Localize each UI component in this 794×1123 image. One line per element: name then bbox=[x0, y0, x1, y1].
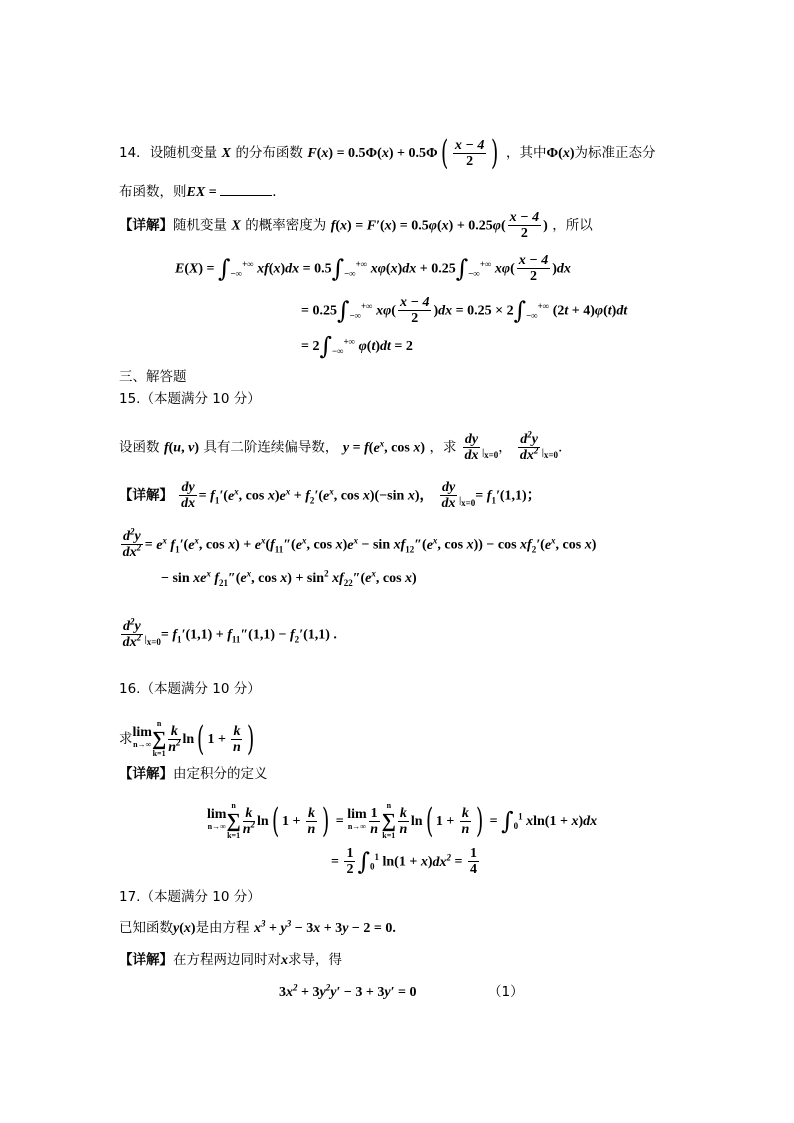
var-x: X bbox=[221, 146, 231, 161]
section-title bbox=[119, 367, 187, 387]
q15-number: 15. bbox=[119, 391, 141, 407]
q17-sol-line-1: 【详解】在方程两边同时对x求导，得 bbox=[119, 952, 342, 968]
q14-number: 14． bbox=[119, 145, 150, 161]
q17-line-1: 已知函数y(x)是由方程 $x^3 + y^3 - 3x + 3y - 2 = 0$. bbox=[119, 918, 396, 936]
q15-sol-line-2: $\frac{d^2y}{dx^2}$ = $e^x$ $f_1'(e^x$, $\cos x) + e^x(f_{11}''(e^x$, $\cos x)e^x - \sin xf_{12}''(e^x$, $\cos x)) - \cos xf_2'(e^x$, cos x) bbox=[122, 526, 597, 560]
q16-sol-text-a: 由定积分的定义 bbox=[173, 766, 268, 782]
q15-text-d: ， bbox=[498, 439, 512, 456]
solution-tag: 【详解】 bbox=[119, 217, 173, 234]
solution-tag: 【详解】 bbox=[119, 766, 173, 782]
q14-line-2: 布函数，则EX = . bbox=[119, 181, 277, 203]
q16-score: （本题满分 10 分） bbox=[140, 681, 261, 697]
q16-sol-eq-2: = $\frac{1}{2}$ $\int_0^1$ $\ln(1 + x)dx^2$ = $\frac{1}{4}$ bbox=[331, 846, 477, 877]
cdf-formula: F bbox=[307, 146, 317, 161]
q16-line-1: 求lim n→∞ n ∑ k=1 $\frac{k}{n^2}$ ln( 1 + $\frac{k}{n}$ ) bbox=[119, 719, 255, 759]
q14-sol-line-1: 【详解】随机变量 X 的概率密度为 f(x) = F′(x) = 0.5φ(x) + 0.25φ( $\frac{x - 4}{2}$ ) ，所以 bbox=[119, 210, 593, 241]
q15-text-e: . bbox=[558, 439, 563, 456]
q14-text-c: ，其中 bbox=[506, 145, 547, 161]
q14-sol-text-a: 随机变量 bbox=[173, 217, 227, 234]
q14-sol-eq-1: $E(X) = \int_{-\infty}^{+\infty}$ $xf(x)dx = 0.5\int_{-\infty}^{+\infty}$ $x\varphi(x)dx + 0.25\int_{-\infty}^{+\infty}$ xφ( $\frac{x - 4}{2}$ )dx bbox=[175, 253, 571, 284]
q17-sol-text-a: 在方程两边同时对 bbox=[173, 952, 281, 968]
q15-text-c: ，求 bbox=[429, 439, 457, 456]
q16-header bbox=[119, 679, 261, 699]
q16-sol-eq-1: lim n→∞ n ∑ k=1 $\frac{k}{n^2}$ ln( 1 + $\frac{k}{n}$ ) = lim n→∞ $\frac{1}{n}$ n ∑ k=1 $\frac{k}{n}$ ln( 1 + $\frac{k}{n}$ ) = $\int_0^1$ xln(1 + x)dx bbox=[207, 801, 598, 841]
q14-sol-text-b: 的概率密度为 bbox=[245, 217, 327, 234]
expectation: EX bbox=[186, 185, 206, 200]
q16-number: 16. bbox=[119, 681, 141, 697]
q17-text-b: 是由方程 bbox=[195, 920, 250, 936]
q17-sol-eq-1: $3x^2 + 3y^2y' - 3 + 3y' = 0$ bbox=[279, 982, 417, 1000]
q17-sol-text-b: 求导，得 bbox=[288, 952, 342, 968]
q15-sol-line-1: 【详解】 $\frac{dy}{dx}$ = $f_1'(e^x$, $\cos x)e^x + f_2'(e^x$, cos x)(−sin x)， $\frac{dy}{dx}$ $_{|_{x=0}}= f_1'(1,1)$； bbox=[119, 480, 541, 511]
q14-sol-eq-2: = $0.25\int_{-\infty}^{+\infty}$ xφ( $\frac{x - 4}{2}$ )$dx = 0.25 \times 2\int_{-\infty}^{+\infty}$ (2t + 4)φ(t)dt bbox=[301, 295, 628, 326]
q14-sol-eq-3: = $2\int_{-\infty}^{+\infty}$ φ(t)dt = 2 bbox=[301, 332, 413, 360]
q14-text-e: 布函数，则 bbox=[119, 184, 187, 200]
q17-number: 17. bbox=[119, 889, 141, 905]
q14-text-d: 为标准正态分 bbox=[574, 145, 656, 161]
section-title-text: 三、解答题 bbox=[119, 369, 187, 385]
answer-blank bbox=[220, 181, 272, 196]
q14-text-b: 的分布函数 bbox=[235, 145, 303, 161]
q15-score: （本题满分 10 分） bbox=[140, 391, 261, 407]
equation-label bbox=[488, 982, 524, 1002]
q14-text-f: . bbox=[272, 184, 277, 200]
q17-text-c: . bbox=[392, 921, 396, 936]
q16-sol-line-1 bbox=[119, 764, 268, 784]
q17-text-a: 已知函数 bbox=[119, 920, 173, 936]
q14-line-1: 14．设随机变量 X 的分布函数 F(x) = 0.5Φ(x) + 0.5Φ( $\frac{x - 4}{2}$ ) ，其中Φ(x)为标准正态分 bbox=[119, 133, 656, 173]
solution-tag: 【详解】 bbox=[119, 952, 173, 968]
q15-text-b: 具有二阶连续偏导数， bbox=[203, 439, 339, 456]
solution-tag: 【详解】 bbox=[119, 487, 173, 504]
equation-label-text: （1） bbox=[488, 984, 524, 1000]
q14-text-a: 设随机变量 bbox=[149, 145, 218, 161]
q16-text-a: 求 bbox=[119, 731, 133, 747]
q17-header bbox=[119, 887, 261, 907]
q15-header bbox=[119, 389, 261, 409]
q17-score: （本题满分 10 分） bbox=[140, 889, 261, 905]
q15-text-a: 设函数 bbox=[119, 439, 160, 456]
q14-sol-text-c: ，所以 bbox=[552, 217, 593, 234]
q15-sol-line-4: $\frac{d^2y}{dx^2}$ $_{|_{x=0}}= f_1'(1,1) + f_{11}''(1,1) - f_2'(1,1)$ . bbox=[122, 616, 337, 650]
q15-line-1: 设函数 f(u, v) 具有二阶连续偏导数， $y = f(e^x$, cos x) ，求 $\frac{dy}{dx}$ $_{|_{x=0}}$， $\frac{d^2y}{dx^2}$ $_{|_{x=0}}$. bbox=[119, 429, 563, 463]
q15-sol-line-3: − $\sin xe^x$ $f_{21}''(e^x$, $\cos x) + \sin^2 xf_{22}''(e^x$, cos x) bbox=[161, 568, 417, 588]
